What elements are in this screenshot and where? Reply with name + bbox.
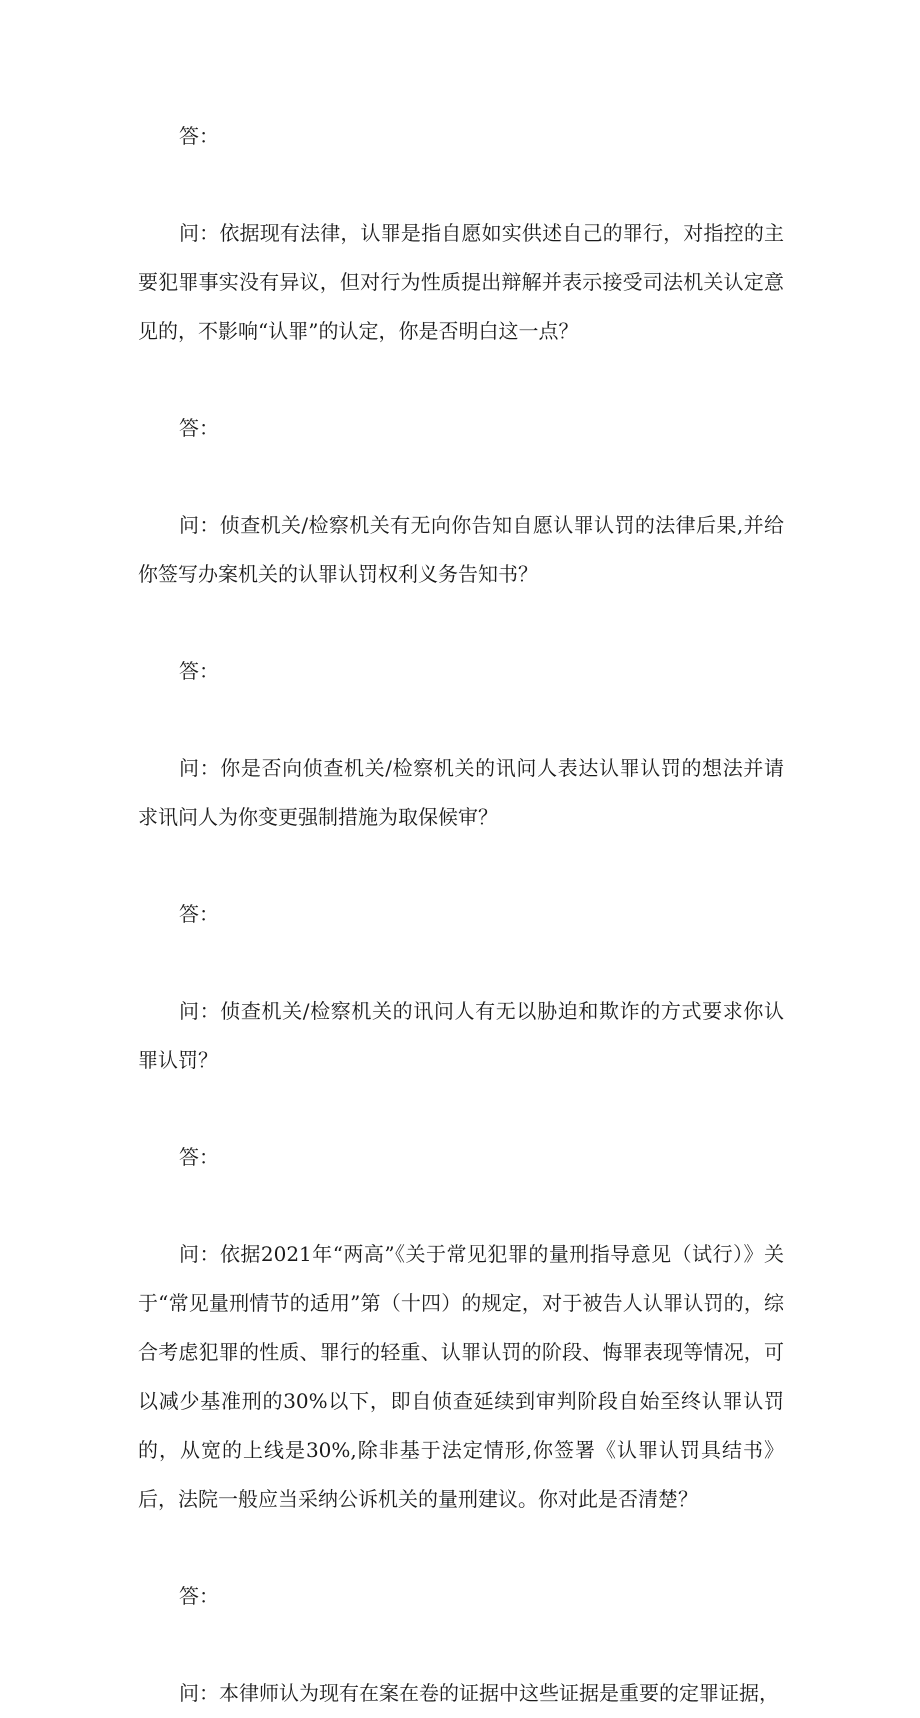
document-body: [138, 112, 784, 1718]
answer-line: 答：: [179, 124, 219, 148]
question-paragraph: 问：侦查机关/检察机关有无向你告知自愿认罪认罚的法律后果,并给你签写办案机关的认罪认罚权利义务告知书？: [138, 513, 784, 586]
question-paragraph: 问：侦查机关/检察机关的讯问人有无以胁迫和欺诈的方式要求你认罪认罚？: [138, 999, 784, 1072]
question-paragraph: 问：依据现有法律，认罪是指自愿如实供述自己的罪行，对指控的主要犯罪事实没有异议，但对行为性质提出辩解并表示接受司法机关认定意见的，不影响“认罪”的认定，你是否明白这一点？: [138, 221, 784, 343]
answer-line: 答：: [179, 902, 219, 926]
answer-line: 答：: [179, 659, 219, 683]
question-paragraph: 问：本律师认为现有在案在卷的证据中这些证据是重要的定罪证据，: [179, 1681, 779, 1705]
answer-line: 答：: [179, 416, 219, 440]
answer-line: 答：: [179, 1145, 219, 1169]
question-paragraph: 问：依据2021年“两高”《关于常见犯罪的量刑指导意见（试行）》关于“常见量刑情节的适用”第（十四）的规定，对于被告人认罪认罚的，综合考虑犯罪的性质、罪行的轻重、认罪认罚的阶段、悔罪表现等情况，可以减少基准刑的30%以下，即自侦查延续到审判阶段自始至终认罪认罚的，从宽的上线是30%,除非基于法定情形,你签署《认罪认罚具结书》后，法院一般应当采纳公诉机关的量刑建议。你对此是否清楚？: [138, 1242, 784, 1511]
answer-line: 答：: [179, 1584, 219, 1608]
question-paragraph: 问：你是否向侦查机关/检察机关的讯问人表达认罪认罚的想法并请求讯问人为你变更强制措施为取保候审？: [138, 756, 784, 829]
